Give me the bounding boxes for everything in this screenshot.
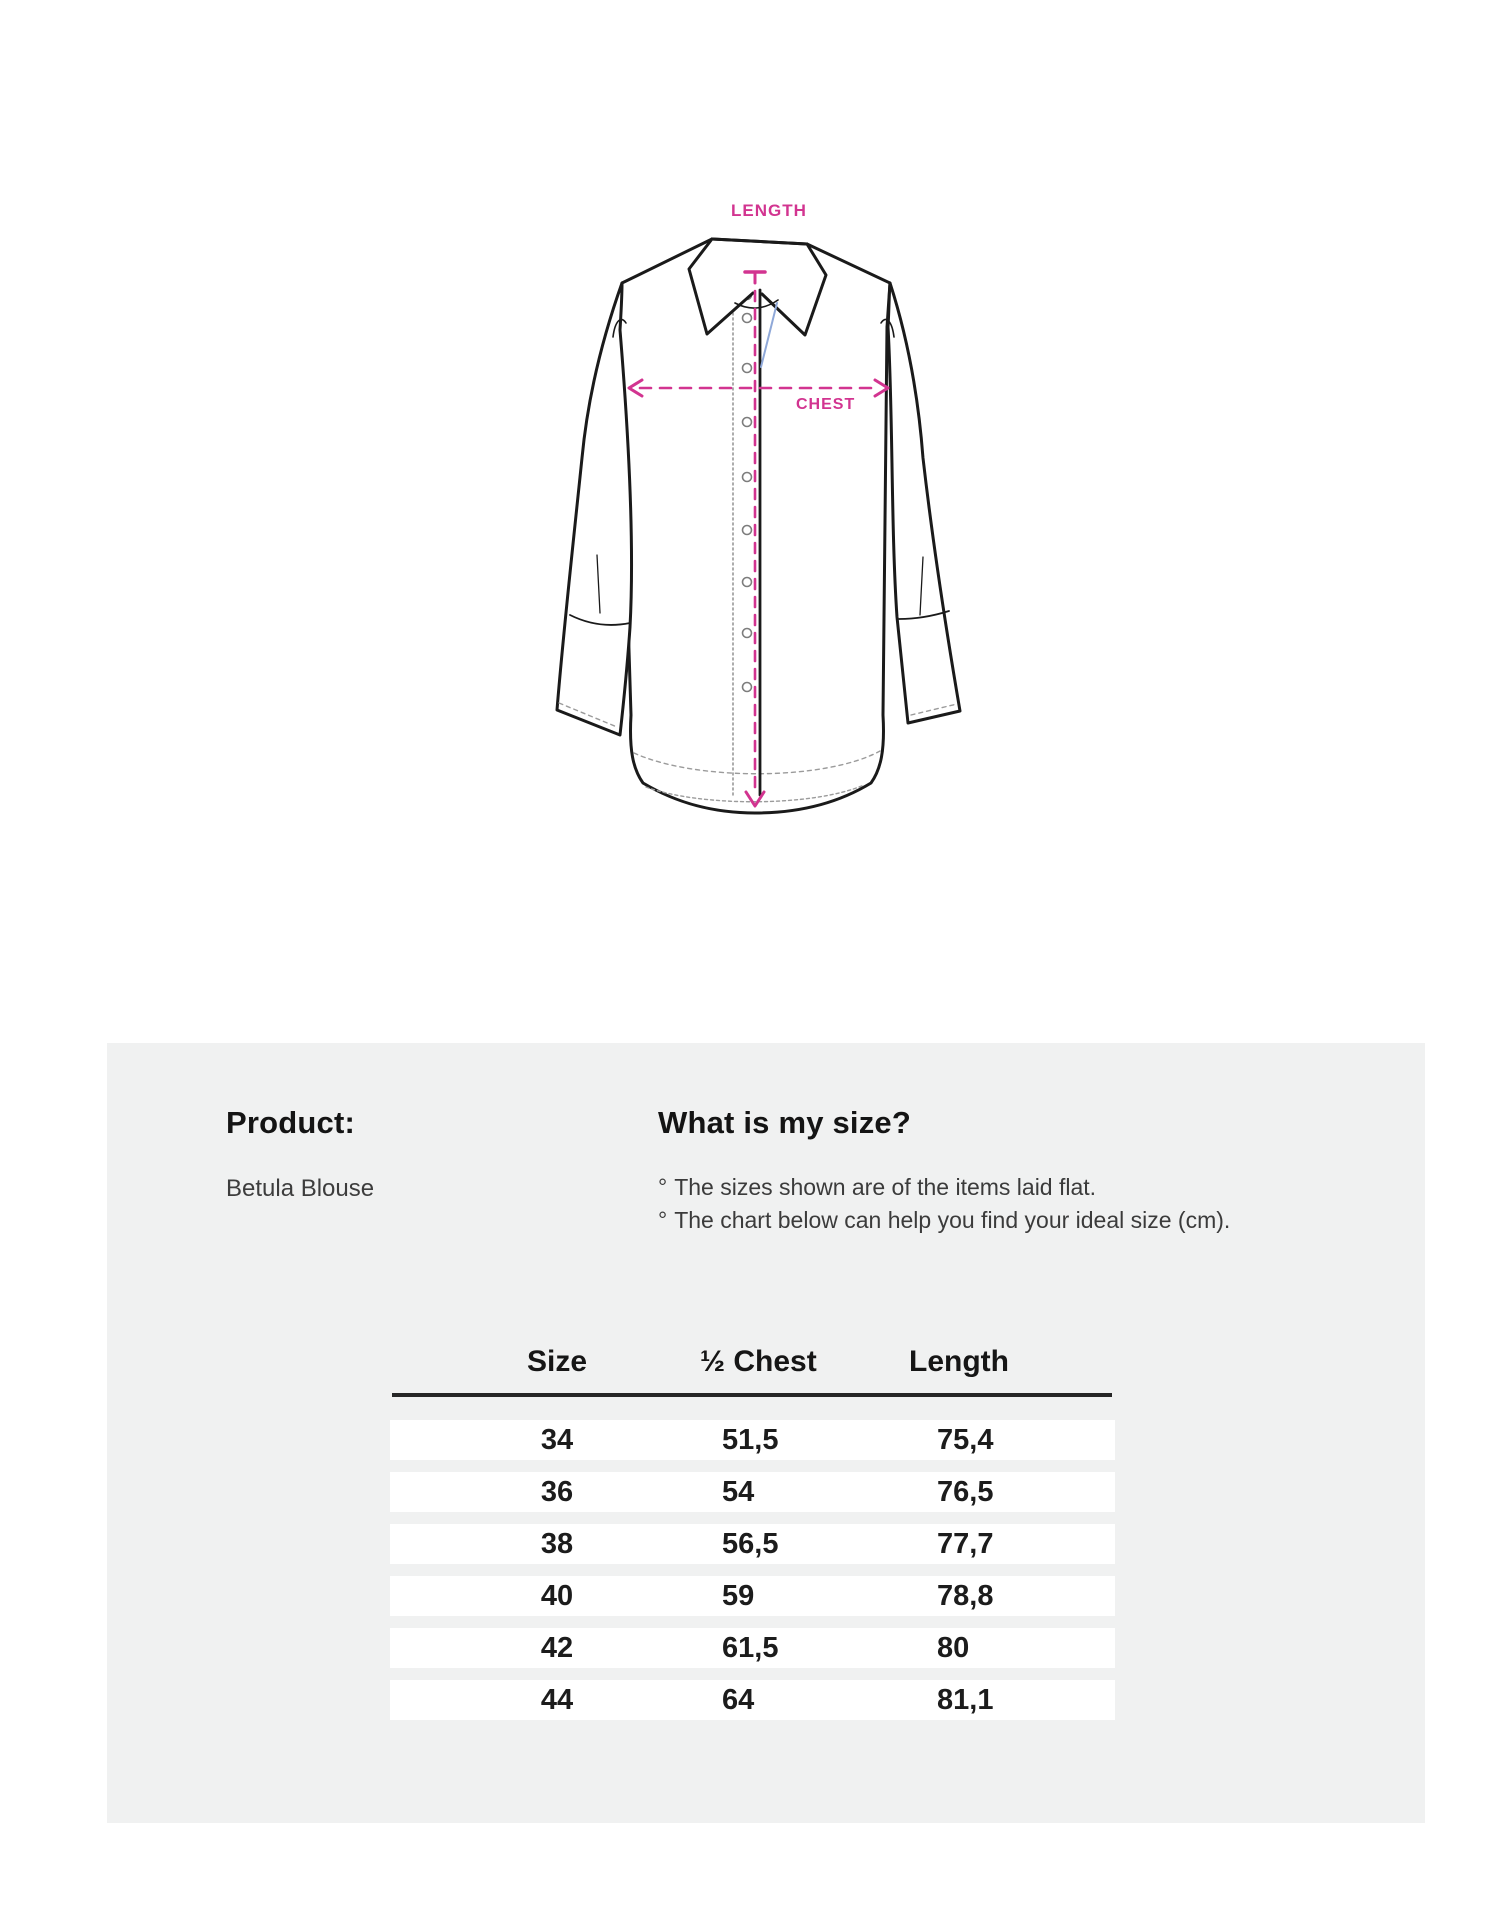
cell-length: 81,1 xyxy=(937,1684,994,1716)
table-row xyxy=(390,1524,1115,1564)
table-row xyxy=(390,1576,1115,1616)
cell-size: 44 xyxy=(540,1684,574,1716)
table-row xyxy=(390,1420,1115,1460)
length-measure-label: LENGTH xyxy=(731,201,807,220)
blouse-technical-drawing xyxy=(545,195,975,855)
size-question-heading: What is my size? xyxy=(658,1105,911,1140)
column-header-half-chest: ½ Chest xyxy=(700,1345,817,1378)
note-text: The chart below can help you find your ideal size (cm). xyxy=(674,1207,1231,1233)
garment-measurement-diagram xyxy=(545,195,975,855)
cell-length: 76,5 xyxy=(937,1476,994,1508)
cell-length: 78,8 xyxy=(937,1580,994,1612)
cell-size: 42 xyxy=(540,1632,574,1664)
cell-length: 80 xyxy=(937,1632,970,1664)
size-table xyxy=(390,1043,1115,1823)
note-bullet: ° xyxy=(658,1174,668,1200)
cell-half-chest: 61,5 xyxy=(722,1632,779,1664)
note-text: The sizes shown are of the items laid flat. xyxy=(674,1174,1097,1200)
cell-length: 75,4 xyxy=(937,1424,994,1456)
cell-half-chest: 64 xyxy=(722,1684,755,1716)
chest-measure-label: CHEST xyxy=(796,396,856,413)
header-rule xyxy=(392,1393,1112,1397)
cell-size: 34 xyxy=(540,1424,574,1456)
cell-half-chest: 54 xyxy=(722,1476,755,1508)
cell-length: 77,7 xyxy=(937,1528,994,1560)
cell-half-chest: 59 xyxy=(722,1580,755,1612)
cell-half-chest: 56,5 xyxy=(722,1528,779,1560)
table-row xyxy=(390,1680,1115,1720)
note-bullet: ° xyxy=(658,1207,668,1233)
table-row xyxy=(390,1472,1115,1512)
cell-half-chest: 51,5 xyxy=(722,1424,779,1456)
column-header-size: Size xyxy=(526,1345,588,1378)
size-info-panel xyxy=(107,1043,1425,1823)
product-heading: Product: xyxy=(226,1105,356,1140)
right-sleeve xyxy=(888,283,960,723)
column-header-length: Length xyxy=(909,1345,1009,1378)
size-table-header xyxy=(390,1340,1115,1384)
left-sleeve xyxy=(557,283,632,735)
table-row xyxy=(390,1628,1115,1668)
cell-size: 40 xyxy=(540,1580,574,1612)
cell-size: 36 xyxy=(540,1476,574,1508)
cell-size: 38 xyxy=(540,1528,574,1560)
product-name: Betula Blouse xyxy=(226,1175,375,1202)
